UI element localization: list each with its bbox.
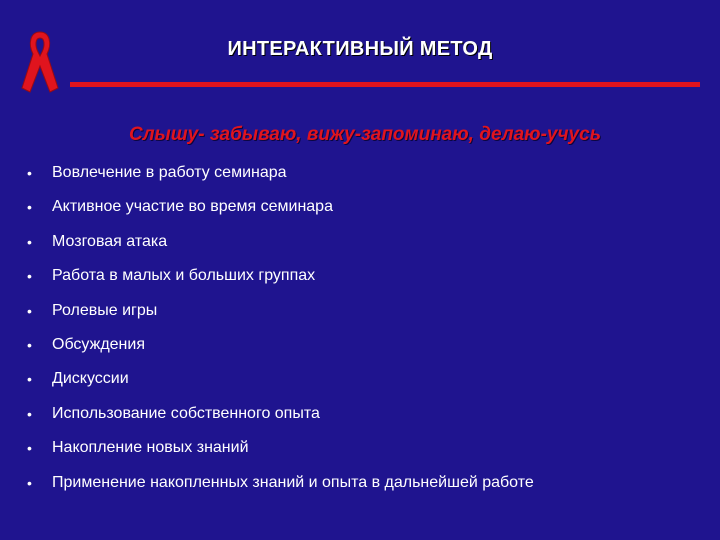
bullet-icon: • [27,199,32,216]
bullet-icon: • [27,302,32,319]
slide-title: ИНТЕРАКТИВНЫЙ МЕТОД [227,38,493,60]
bullet-icon: • [27,474,32,491]
list-item-text: Обсуждения [52,335,145,353]
bullet-icon: • [27,405,32,422]
list-item-text: Ролевые игры [52,301,158,319]
slide-subtitle: Слышу- забываю, вижу-запоминаю, делаю-учусь [129,124,601,145]
red-ribbon-icon [16,26,64,96]
list-item-text: Использование собственного опыта [52,404,320,422]
list-item-text: Вовлечение в работу семинара [52,164,287,181]
bullet-icon: • [27,165,32,181]
bullet-icon: • [27,371,32,388]
bullet-icon: • [27,440,32,457]
title-divider [70,82,700,87]
list-item-text: Работа в малых и больших группах [52,267,316,285]
list-item-text: Активное участие во время семинара [52,198,333,216]
bullet-icon: • [27,336,32,353]
list-item-text: Накопление новых знаний [52,439,249,457]
list-item-text: Применение накопленных знаний и опыта в дальнейшей работе [52,473,534,491]
list-item-text: Мозговая атака [52,232,168,250]
list-item-text: Дискуссии [52,370,129,388]
bullet-icon: • [27,233,32,250]
bullet-icon: • [27,268,32,285]
